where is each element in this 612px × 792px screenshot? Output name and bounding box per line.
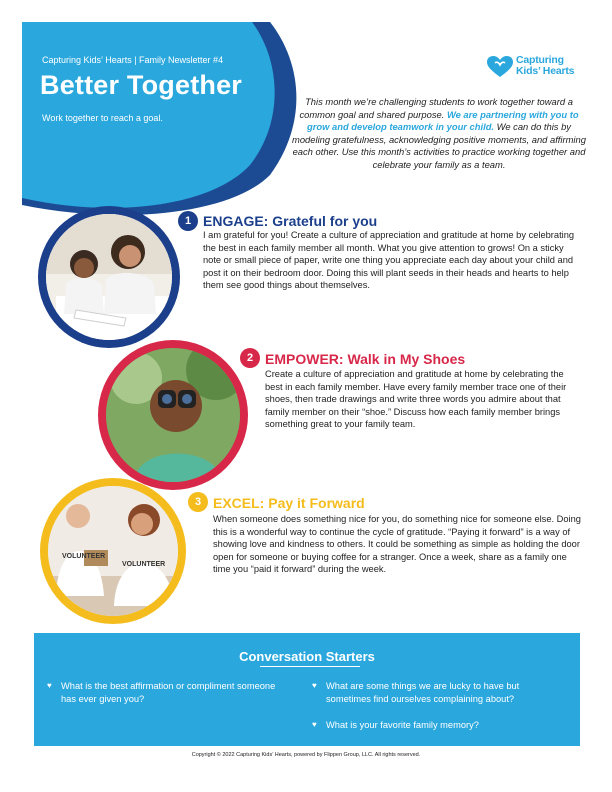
intro-text-2: We can do this by modeling gratefulness, acknowledging positive moments, and affirming each other. Use this month’s activities to practice working together and celebrate your family as a team. bbox=[292, 121, 586, 170]
volunteer-shirt-2: VOLUNTEER bbox=[122, 561, 166, 568]
title-underline bbox=[260, 666, 360, 667]
newsletter-kicker: Capturing Kids’ Hearts | Family Newsletter #4 bbox=[42, 55, 224, 65]
intro-text-1: This month we’re challenging students to work together toward a common goal and shared purpose. bbox=[299, 96, 573, 120]
section-3-photo bbox=[48, 486, 178, 616]
question-2: What are some things we are lucky to have but sometimes find ourselves complaining about? bbox=[326, 681, 520, 704]
section-2-heading: EMPOWER: Walk in My Shoes bbox=[265, 351, 466, 367]
section-1-photo bbox=[46, 214, 172, 340]
conversation-starters-box bbox=[34, 633, 580, 746]
section-1-heading: ENGAGE: Grateful for you bbox=[203, 213, 378, 229]
heart-logo-icon bbox=[486, 55, 514, 79]
page-subtitle: Work together to reach a goal. bbox=[42, 113, 163, 123]
question-3: What is your favorite family memory? bbox=[326, 720, 479, 730]
heart-bullet-icon: ♥ bbox=[47, 681, 52, 690]
intro-paragraph bbox=[292, 96, 586, 171]
capturing-kids-hearts-logo bbox=[486, 54, 586, 80]
section-2-body: Create a culture of appreciation and gratitude at home by celebrating the best in each family member. Have every family member trace one of their shoes, then trade drawings and write three words you admire about that family member on their “shoe.” Discuss how each family member brings something great to your family team. bbox=[265, 369, 567, 430]
section-2-photo bbox=[106, 348, 240, 482]
volunteer-shirt-1: VOLUNTEER bbox=[62, 553, 106, 560]
section-1-number-badge: 1 bbox=[178, 211, 198, 231]
heart-bullet-icon: ♥ bbox=[312, 720, 317, 729]
heart-bullet-icon: ♥ bbox=[312, 681, 317, 690]
section-3-body: When someone does something nice for you, do something nice for someone else. Doing this is a wonderful way to continue the cycle of gratitude. “Paying it forward” is a way of showing love and kindness to others. It could be something as simple as holding the door open for someone or buying coffee for a stranger. Once a week, share as a family one time you “paid it forward” during the week. bbox=[213, 514, 581, 575]
intro-highlight: We are partnering with you to grow and develop teamwork in your child. bbox=[307, 108, 579, 132]
conversation-starters-title: Conversation Starters bbox=[239, 649, 375, 664]
section-2-number-badge: 2 bbox=[240, 348, 260, 368]
question-1: What is the best affirmation or compliment someone has ever given you? bbox=[61, 681, 276, 704]
logo-line-2: Kids’ Hearts bbox=[516, 65, 575, 77]
section-3-heading: EXCEL: Pay it Forward bbox=[213, 495, 365, 511]
section-1-body: I am grateful for you! Create a culture of appreciation and gratitude at home by celebrating the best in each family member all month. What you give attention to grows! On a sticky note or small piece of paper, write one thing you appreciate each day about your child and post it on their bedroom door. Doing this will plant seeds in their heads and hearts to help them see good things about themselves. bbox=[203, 230, 575, 291]
page-title: Better Together bbox=[40, 70, 243, 100]
logo-line-1: Capturing bbox=[516, 54, 564, 66]
section-3-number-badge: 3 bbox=[188, 492, 208, 512]
copyright-footer: Copyright © 2022 Capturing Kids’ Hearts, powered by Flippen Group, LLC. All rights reserved. bbox=[191, 752, 421, 758]
